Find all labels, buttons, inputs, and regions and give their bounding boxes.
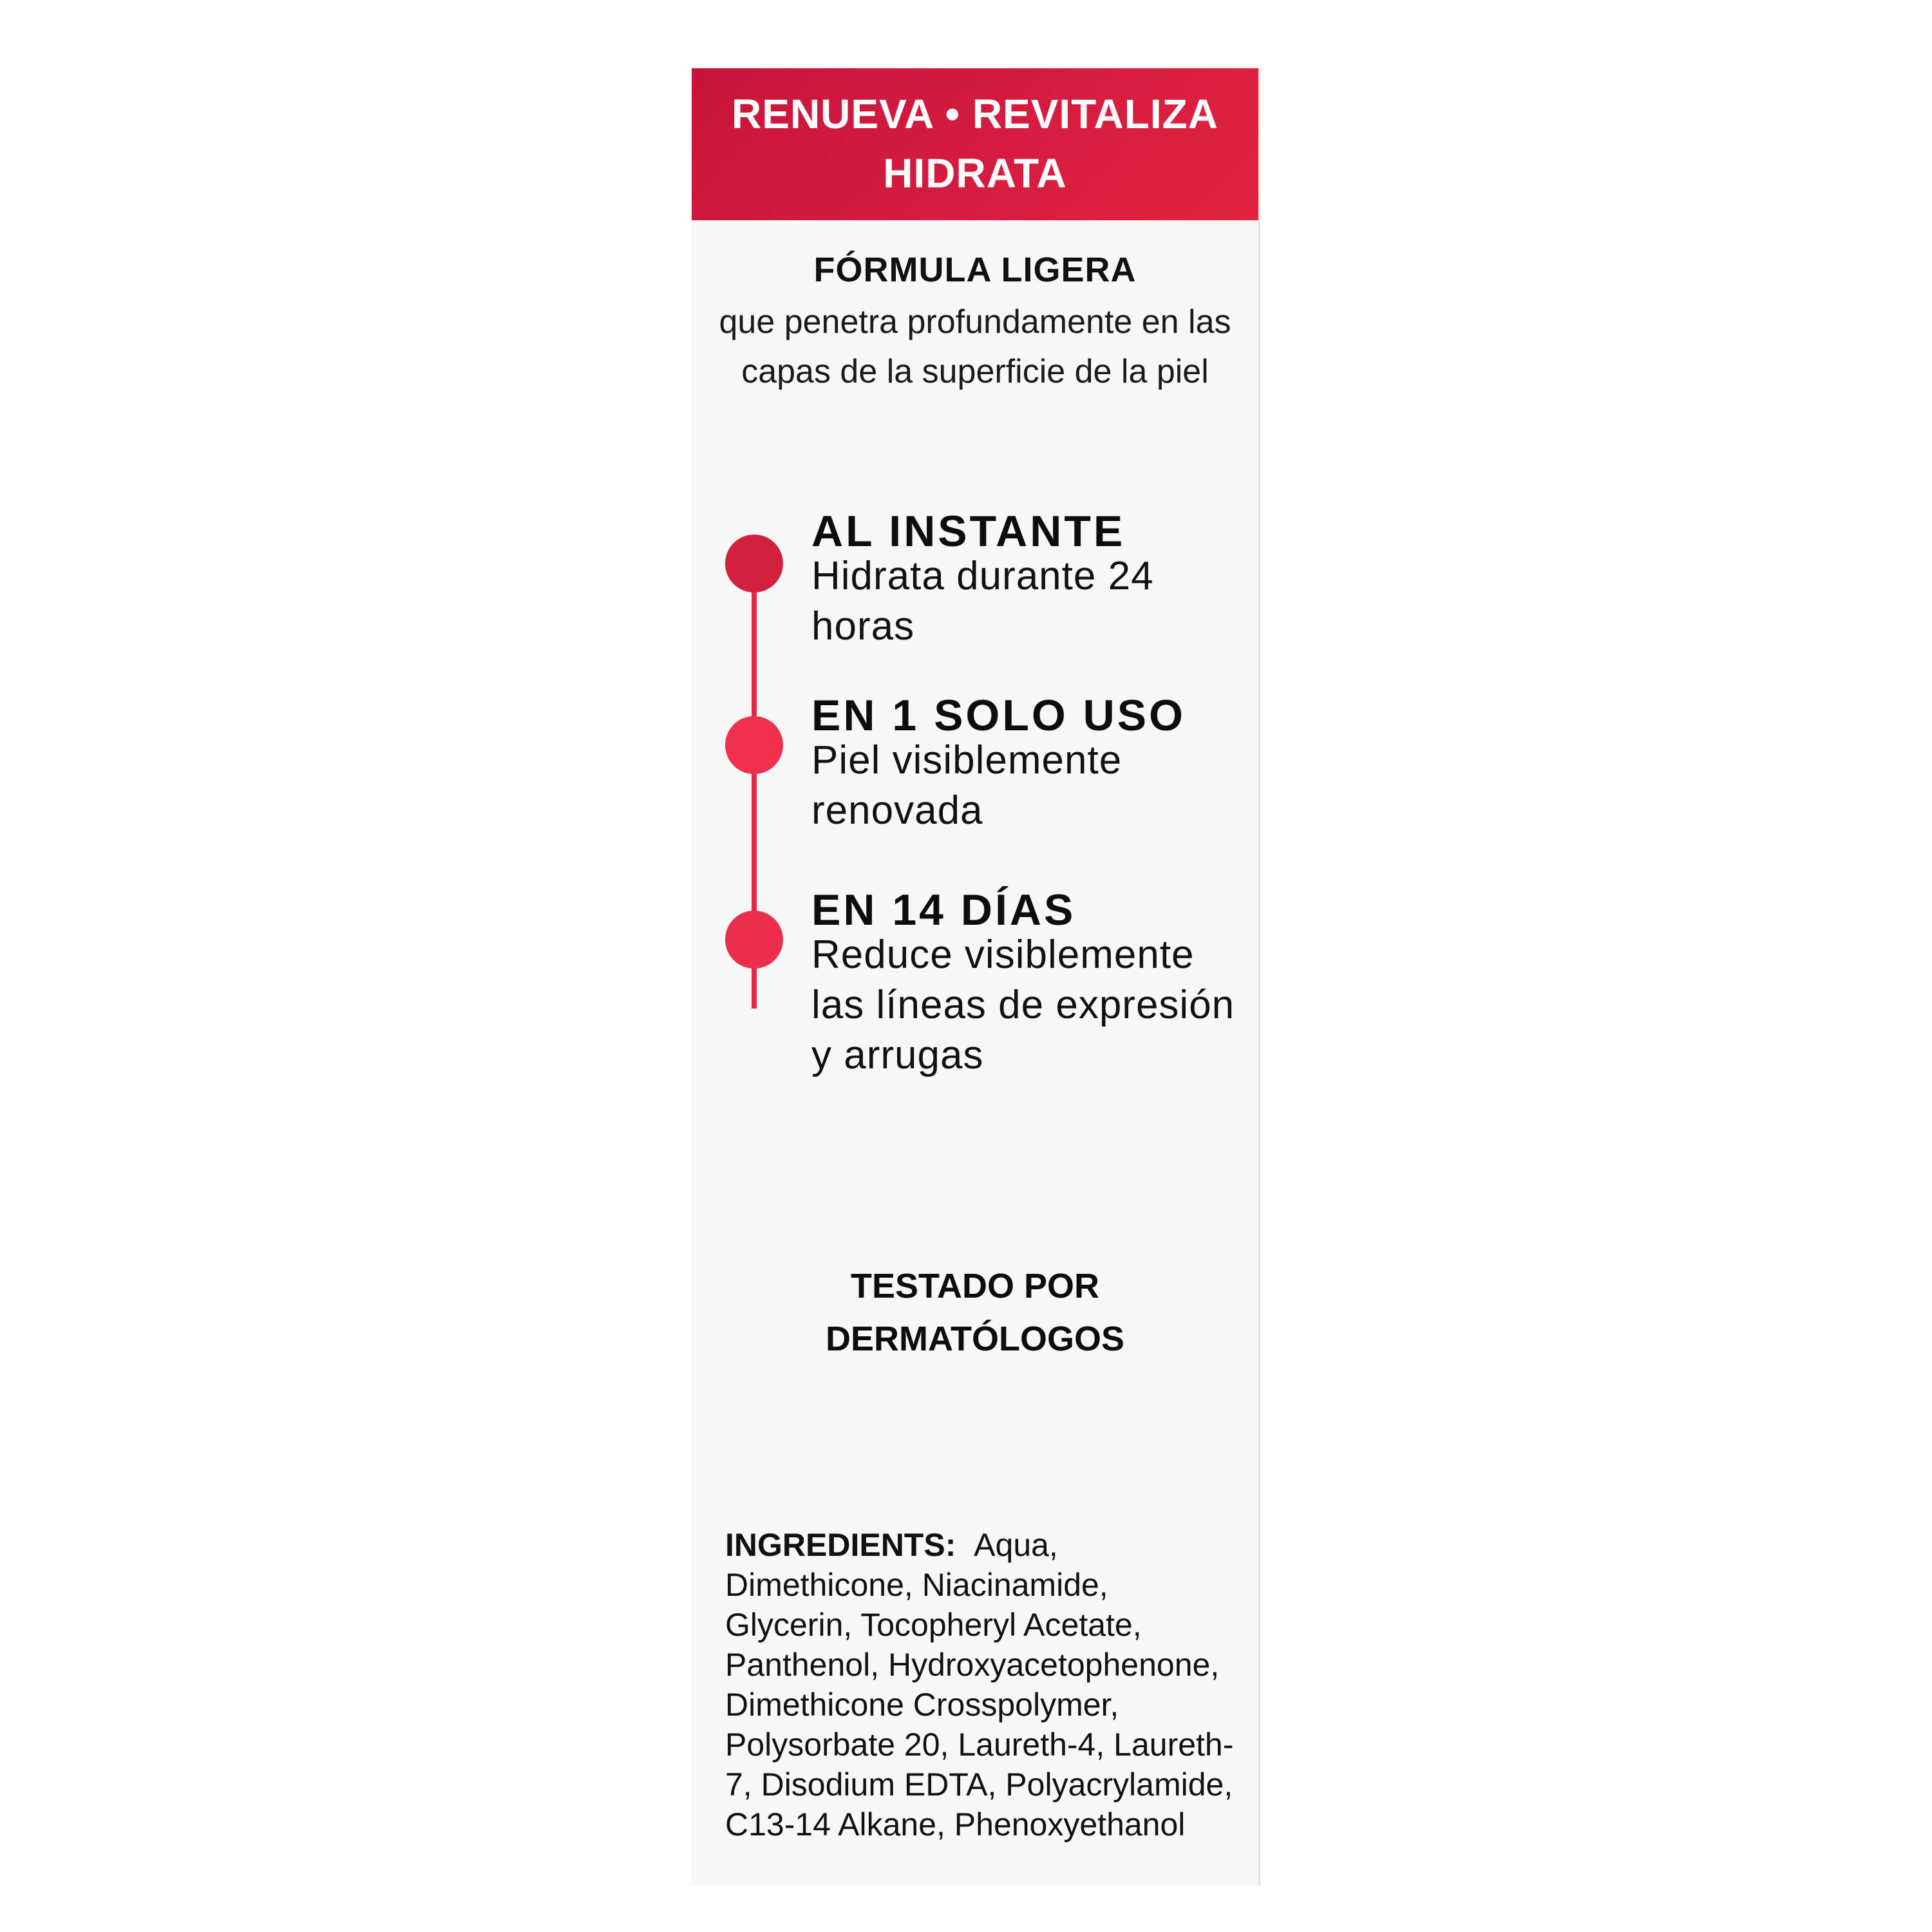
tested-line-2: DERMATÓLOGOS [826,1320,1124,1358]
formula-description: que penetra profundamente en las capas de la superficie de la piel [719,303,1231,390]
tested-line-1: TESTADO POR [850,1267,1099,1305]
timeline-dot-instant [725,535,783,592]
dermatologist-tested-claim [808,1260,1142,1365]
timeline-step-description: Piel visiblemente renovada [811,738,1122,833]
banner-benefits-line: RENUEVA • REVITALIZA [732,91,1218,137]
timeline-step-title: EN 1 SOLO USO [811,691,1186,740]
timeline-dot-14-days [725,911,783,969]
timeline-step-description: Reduce visiblemente las líneas de expresión y arrugas [811,933,1235,1077]
product-box-side-panel [692,68,1258,1886]
timeline-step-description: Hidrata durante 24 horas [811,554,1154,649]
formula-title: FÓRMULA LIGERA [813,251,1137,289]
banner-hydrate-line: HIDRATA [883,150,1067,196]
timeline-step-title: AL INSTANTE [811,507,1126,556]
header-banner [692,68,1258,220]
ingredients-list [725,1525,1234,1844]
timeline-dot-single-use [725,716,783,774]
ingredients-text: Aqua, Dimethicone, Niacinamide, Glycerin, Tocopheryl Acetate, Panthenol, Hydroxyacetophenone, Dimethicone Crosspolymer, Polysorbate 20, Laureth-4, Laureth-7, Disodium EDTA, Polyacrylamide, C13-14 Alkane, Phenoxyethanol [725,1527,1234,1842]
timeline-step-title: EN 14 DÍAS [811,886,1076,934]
ingredients-label: INGREDIENTS: [725,1527,956,1563]
